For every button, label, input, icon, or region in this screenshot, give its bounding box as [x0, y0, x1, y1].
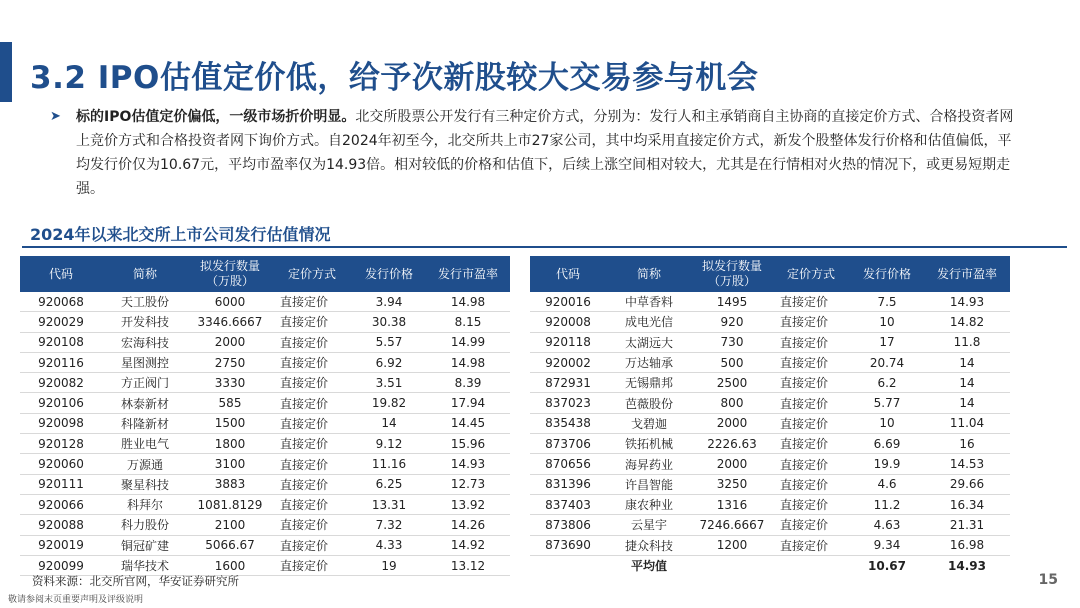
- cell-shares: 1600: [188, 555, 272, 575]
- header-shares-line1: 拟发行数量: [199, 259, 260, 273]
- cell-pe: 16.98: [924, 535, 1010, 555]
- cell-shares: 1800: [188, 434, 272, 454]
- cell-pe: 14.26: [426, 515, 510, 535]
- table-row: [530, 292, 1010, 312]
- table-row: [530, 312, 1010, 332]
- cell-code: 920060: [20, 454, 102, 474]
- cell-code: 920128: [20, 434, 102, 454]
- cell-price: 13.31: [352, 494, 426, 514]
- cell-method: 直接定价: [772, 352, 850, 372]
- cell-name: 万源通: [102, 454, 188, 474]
- cell-name: 宏海科技: [102, 332, 188, 352]
- cell-method: 直接定价: [272, 555, 352, 575]
- cell-pe: 14.45: [426, 413, 510, 433]
- header-method: 定价方式: [272, 256, 352, 292]
- header-pe: 发行市盈率: [924, 256, 1010, 292]
- cell-price: 9.34: [850, 535, 924, 555]
- cell-code: 835438: [530, 413, 606, 433]
- cell-name: 成电光信: [606, 312, 692, 332]
- cell-name: 康农种业: [606, 494, 692, 514]
- cell-code: 837023: [530, 393, 606, 413]
- avg-spacer: [530, 555, 606, 575]
- cell-method: 直接定价: [272, 373, 352, 393]
- cell-method: 直接定价: [772, 332, 850, 352]
- cell-name: 无锡鼎邦: [606, 373, 692, 393]
- table-row: [530, 474, 1010, 494]
- summary-paragraph: [50, 105, 1025, 201]
- cell-shares: 2226.63: [692, 434, 772, 454]
- page-number: 15: [1038, 572, 1058, 588]
- cell-name: 林泰新材: [102, 393, 188, 413]
- cell-method: 直接定价: [272, 434, 352, 454]
- ipo-table-right: [530, 256, 1010, 575]
- cell-name: 海昇药业: [606, 454, 692, 474]
- avg-pe: 14.93: [948, 558, 986, 573]
- header-price: 发行价格: [352, 256, 426, 292]
- cell-method: 直接定价: [772, 413, 850, 433]
- cell-shares: 3346.6667: [188, 312, 272, 332]
- cell-name: 开发科技: [102, 312, 188, 332]
- cell-method: 直接定价: [272, 515, 352, 535]
- cell-pe: 14.82: [924, 312, 1010, 332]
- cell-pe: 8.15: [426, 312, 510, 332]
- cell-pe: 14.98: [426, 292, 510, 312]
- cell-pe: 13.92: [426, 494, 510, 514]
- table-row: [530, 535, 1010, 555]
- cell-code: 920106: [20, 393, 102, 413]
- cell-code: 920002: [530, 352, 606, 372]
- cell-pe: 14.99: [426, 332, 510, 352]
- cell-shares: 3250: [692, 474, 772, 494]
- summary-body: 北交所股票公开发行有三种定价方式，分别为：发行人和主承销商自主协商的直接定价方式、合格投资者网上竞价方式和合格投资者网下询价方式。自2024年初至今，北交所共上市27家公司，其中均采用直接定价方式，新发个股整体发行价格和估值偏低，平均发行价仅为10.67元，平均市盈率仅为14.93倍。相对较低的价格和估值下，后续上涨空间相对较大，尤其是在行情相对火热的情况下，或更易短期走强。: [76, 109, 1014, 197]
- table-row: [530, 515, 1010, 535]
- cell-name: 云星宇: [606, 515, 692, 535]
- cell-shares: 1495: [692, 292, 772, 312]
- table-row: [530, 352, 1010, 372]
- cell-price: 7.32: [352, 515, 426, 535]
- cell-pe: 13.12: [426, 555, 510, 575]
- cell-code: 837403: [530, 494, 606, 514]
- cell-shares: 2100: [188, 515, 272, 535]
- cell-method: 直接定价: [772, 474, 850, 494]
- cell-pe: 11.8: [924, 332, 1010, 352]
- cell-price: 10: [850, 312, 924, 332]
- cell-method: 直接定价: [272, 312, 352, 332]
- avg-price: 10.67: [868, 558, 906, 573]
- table-row: [530, 494, 1010, 514]
- cell-name: 星图测控: [102, 352, 188, 372]
- cell-shares: 3100: [188, 454, 272, 474]
- cell-name: 胜业电气: [102, 434, 188, 454]
- cell-pe: 12.73: [426, 474, 510, 494]
- header-shares: [188, 256, 272, 292]
- ipo-table-left: [20, 256, 510, 576]
- cell-price: 19: [352, 555, 426, 575]
- cell-code: 920111: [20, 474, 102, 494]
- cell-pe: 21.31: [924, 515, 1010, 535]
- cell-price: 4.6: [850, 474, 924, 494]
- cell-pe: 14.53: [924, 454, 1010, 474]
- cell-shares: 800: [692, 393, 772, 413]
- cell-code: 920019: [20, 535, 102, 555]
- cell-price: 6.25: [352, 474, 426, 494]
- cell-shares: 1500: [188, 413, 272, 433]
- cell-price: 6.69: [850, 434, 924, 454]
- cell-code: 920099: [20, 555, 102, 575]
- table-row: [530, 332, 1010, 352]
- cell-code: 920098: [20, 413, 102, 433]
- cell-code: 920108: [20, 332, 102, 352]
- title-accent-bar: [0, 42, 12, 102]
- header-shares-line2: （万股）: [707, 274, 756, 288]
- cell-name: 铜冠矿建: [102, 535, 188, 555]
- cell-name: 科力股份: [102, 515, 188, 535]
- cell-code: 873806: [530, 515, 606, 535]
- table-row: [20, 535, 510, 555]
- cell-method: 直接定价: [272, 292, 352, 312]
- cell-shares: 3883: [188, 474, 272, 494]
- cell-method: 直接定价: [772, 292, 850, 312]
- avg-spacer: [692, 555, 772, 575]
- table-row: [20, 332, 510, 352]
- cell-pe: 8.39: [426, 373, 510, 393]
- bullet-arrow-icon: ➤: [50, 109, 61, 124]
- table-row: [530, 413, 1010, 433]
- cell-pe: 14.92: [426, 535, 510, 555]
- cell-method: 直接定价: [772, 494, 850, 514]
- cell-price: 30.38: [352, 312, 426, 332]
- table-row: [20, 434, 510, 454]
- cell-code: 920116: [20, 352, 102, 372]
- cell-name: 捷众科技: [606, 535, 692, 555]
- cell-pe: 14.93: [426, 454, 510, 474]
- cell-pe: 14: [924, 352, 1010, 372]
- cell-shares: 585: [188, 393, 272, 413]
- header-shares: [692, 256, 772, 292]
- cell-price: 4.63: [850, 515, 924, 535]
- cell-code: 920118: [530, 332, 606, 352]
- cell-shares: 1081.8129: [188, 494, 272, 514]
- cell-pe: 29.66: [924, 474, 1010, 494]
- cell-price: 3.51: [352, 373, 426, 393]
- cell-code: 920066: [20, 494, 102, 514]
- cell-code: 920088: [20, 515, 102, 535]
- cell-method: 直接定价: [772, 535, 850, 555]
- header-code: 代码: [530, 256, 606, 292]
- cell-pe: 17.94: [426, 393, 510, 413]
- cell-method: 直接定价: [772, 393, 850, 413]
- cell-name: 戈碧迦: [606, 413, 692, 433]
- table-row: [20, 312, 510, 332]
- summary-lead: 标的IPO估值定价偏低，一级市场折价明显。: [76, 109, 356, 125]
- header-code: 代码: [20, 256, 102, 292]
- cell-shares: 920: [692, 312, 772, 332]
- cell-shares: 7246.6667: [692, 515, 772, 535]
- table-row: [530, 454, 1010, 474]
- header-price: 发行价格: [850, 256, 924, 292]
- table-header-row: [530, 256, 1010, 292]
- cell-method: 直接定价: [772, 515, 850, 535]
- cell-shares: 2000: [692, 454, 772, 474]
- cell-code: 873690: [530, 535, 606, 555]
- cell-name: 许昌智能: [606, 474, 692, 494]
- table-row: [20, 454, 510, 474]
- table-row: [20, 474, 510, 494]
- cell-shares: 1200: [692, 535, 772, 555]
- cell-name: 科拜尔: [102, 494, 188, 514]
- cell-code: 920029: [20, 312, 102, 332]
- cell-shares: 2750: [188, 352, 272, 372]
- cell-shares: 2500: [692, 373, 772, 393]
- cell-name: 中草香料: [606, 292, 692, 312]
- table-row: [20, 494, 510, 514]
- header-pe: 发行市盈率: [426, 256, 510, 292]
- cell-price: 9.12: [352, 434, 426, 454]
- cell-method: 直接定价: [272, 352, 352, 372]
- header-shares-line2: （万股）: [205, 274, 254, 288]
- cell-shares: 2000: [188, 332, 272, 352]
- cell-method: 直接定价: [272, 393, 352, 413]
- table-row: [20, 292, 510, 312]
- cell-code: 920008: [530, 312, 606, 332]
- header-method: 定价方式: [772, 256, 850, 292]
- cell-price: 7.5: [850, 292, 924, 312]
- avg-label: 平均值: [630, 559, 667, 573]
- cell-price: 14: [352, 413, 426, 433]
- cell-shares: 730: [692, 332, 772, 352]
- cell-pe: 16: [924, 434, 1010, 454]
- cell-code: 920016: [530, 292, 606, 312]
- cell-shares: 5066.67: [188, 535, 272, 555]
- cell-pe: 11.04: [924, 413, 1010, 433]
- table-section-title: 2024年以来北交所上市公司发行估值情况: [30, 225, 331, 244]
- cell-name: 太湖远大: [606, 332, 692, 352]
- cell-method: 直接定价: [272, 332, 352, 352]
- cell-name: 天工股份: [102, 292, 188, 312]
- cell-shares: 500: [692, 352, 772, 372]
- cell-price: 6.92: [352, 352, 426, 372]
- table-header-row: [20, 256, 510, 292]
- cell-pe: 14: [924, 393, 1010, 413]
- header-name: 简称: [102, 256, 188, 292]
- table-row: [20, 373, 510, 393]
- cell-pe: 16.34: [924, 494, 1010, 514]
- table-row: [530, 373, 1010, 393]
- cell-name: 聚星科技: [102, 474, 188, 494]
- cell-name: 科隆新材: [102, 413, 188, 433]
- cell-name: 铁拓机械: [606, 434, 692, 454]
- cell-name: 芭薇股份: [606, 393, 692, 413]
- disclaimer-note: 敬请参阅末页重要声明及评级说明: [8, 595, 144, 605]
- cell-code: 873706: [530, 434, 606, 454]
- cell-method: 直接定价: [772, 312, 850, 332]
- cell-pe: 14.98: [426, 352, 510, 372]
- cell-code: 831396: [530, 474, 606, 494]
- cell-price: 11.2: [850, 494, 924, 514]
- cell-pe: 14: [924, 373, 1010, 393]
- cell-pe: 14.93: [924, 292, 1010, 312]
- cell-method: 直接定价: [272, 535, 352, 555]
- table-row: [20, 413, 510, 433]
- summary-text: [76, 105, 1025, 201]
- cell-name: 万达轴承: [606, 352, 692, 372]
- cell-method: 直接定价: [272, 413, 352, 433]
- cell-price: 19.9: [850, 454, 924, 474]
- avg-spacer: [772, 555, 850, 575]
- cell-method: 直接定价: [772, 373, 850, 393]
- cell-code: 872931: [530, 373, 606, 393]
- cell-price: 3.94: [352, 292, 426, 312]
- table-row: [20, 352, 510, 372]
- cell-name: 方正阀门: [102, 373, 188, 393]
- cell-price: 20.74: [850, 352, 924, 372]
- cell-price: 5.57: [352, 332, 426, 352]
- cell-method: 直接定价: [772, 454, 850, 474]
- cell-code: 870656: [530, 454, 606, 474]
- cell-method: 直接定价: [272, 494, 352, 514]
- cell-price: 10: [850, 413, 924, 433]
- cell-method: 直接定价: [272, 474, 352, 494]
- cell-price: 6.2: [850, 373, 924, 393]
- page-title: 3.2 IPO估值定价低，给予次新股较大交易参与机会: [30, 60, 759, 96]
- cell-price: 19.82: [352, 393, 426, 413]
- cell-name: 瑞华技术: [102, 555, 188, 575]
- cell-shares: 1316: [692, 494, 772, 514]
- cell-code: 920082: [20, 373, 102, 393]
- cell-price: 4.33: [352, 535, 426, 555]
- table-row: [530, 434, 1010, 454]
- average-row: [530, 555, 1010, 575]
- table-row: [20, 515, 510, 535]
- section-divider: [22, 246, 1067, 248]
- cell-code: 920068: [20, 292, 102, 312]
- cell-method: 直接定价: [772, 434, 850, 454]
- header-name: 简称: [606, 256, 692, 292]
- cell-method: 直接定价: [272, 454, 352, 474]
- table-row: [530, 393, 1010, 413]
- cell-price: 17: [850, 332, 924, 352]
- cell-pe: 15.96: [426, 434, 510, 454]
- header-shares-line1: 拟发行数量: [701, 259, 762, 273]
- cell-shares: 6000: [188, 292, 272, 312]
- table-row: [20, 393, 510, 413]
- cell-price: 11.16: [352, 454, 426, 474]
- cell-price: 5.77: [850, 393, 924, 413]
- cell-shares: 2000: [692, 413, 772, 433]
- source-note: 资料来源：北交所官网，华安证券研究所: [32, 574, 239, 588]
- cell-shares: 3330: [188, 373, 272, 393]
